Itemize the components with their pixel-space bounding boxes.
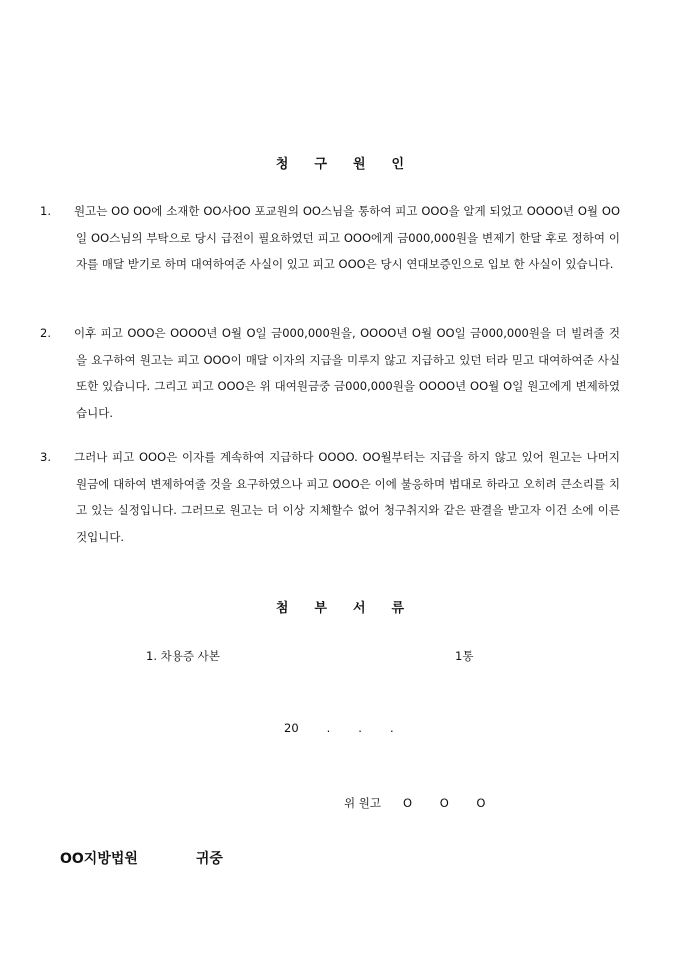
- date-year: 20: [284, 721, 299, 735]
- paragraph-1: [40, 198, 620, 278]
- paragraph-3: [40, 444, 620, 550]
- paragraph-text: 그러나 피고 OOO은 이자를 계속하여 지급하다 OOOO. OO월부터는 지급을 하지 않고 있어 원고는 나머지 원금에 대하여 변제하여줄 것을 요구하였으나 피고 OOO은 이에 불응하며 법대로 하라고 오히려 큰소리를 치고 있는 실정입니다. 그러므로 원고는 더 이상 지체할수 없어 청구취지와 같은 판결을 받고자 이건 소에 이른것입니다.: [74, 450, 620, 544]
- attachment-label: 1. 차용증 사본: [146, 649, 220, 663]
- attachment-count: 1통: [455, 649, 474, 663]
- court-suffix: 귀중: [195, 851, 223, 867]
- paragraph-text: 이후 피고 OOO은 OOOO년 O월 O일 금000,000원을, OOOO년 O월 OO일 금000,000원을 더 빌려줄 것을 요구하여 원고는 피고 OOO이 매달 이자의 지급을 미루지 않고 지급하고 있던 터라 믿고 대여하여준 사실 또한 있습니다. 그리고 피고 OOO은 위 대여원금중 금000,000원을 OOOO년 OO월 O일 원고에게 변제하였습니다.: [74, 326, 620, 420]
- paragraph-number: 3.: [40, 450, 51, 464]
- signer-label: 위 원고: [344, 796, 381, 810]
- paragraph-2: [40, 320, 620, 426]
- date-sep-1: .: [326, 721, 331, 735]
- date-sep-3: .: [389, 721, 394, 735]
- attachments-title: 첨부서류: [275, 601, 431, 616]
- court-name: OO지방법원: [60, 851, 138, 867]
- date-line: [284, 721, 422, 735]
- paragraph-number: 2.: [40, 326, 51, 340]
- cause-title: 청구원인: [275, 157, 431, 172]
- paragraph-number: 1.: [40, 204, 51, 218]
- paragraph-text: 원고는 OO OO에 소재한 OO사OO 포교원의 OO스님을 통하여 피고 OOO을 알게 되었고 OOOO년 O월 OO일 OO스님의 부탁으로 당시 급전이 필요하였던 피고 OOO에게 금000,000원을 변제기 한달 후로 정하여 이자를 매달 받기로 하며 대여하여준 사실이 있고 피고 OOO은 당시 연대보증인으로 입보 한 사실이 있습니다.: [74, 204, 620, 271]
- signer-name: O O O: [402, 796, 498, 810]
- court-line: [60, 848, 223, 868]
- date-sep-2: .: [358, 721, 362, 735]
- signer-line: [344, 795, 497, 811]
